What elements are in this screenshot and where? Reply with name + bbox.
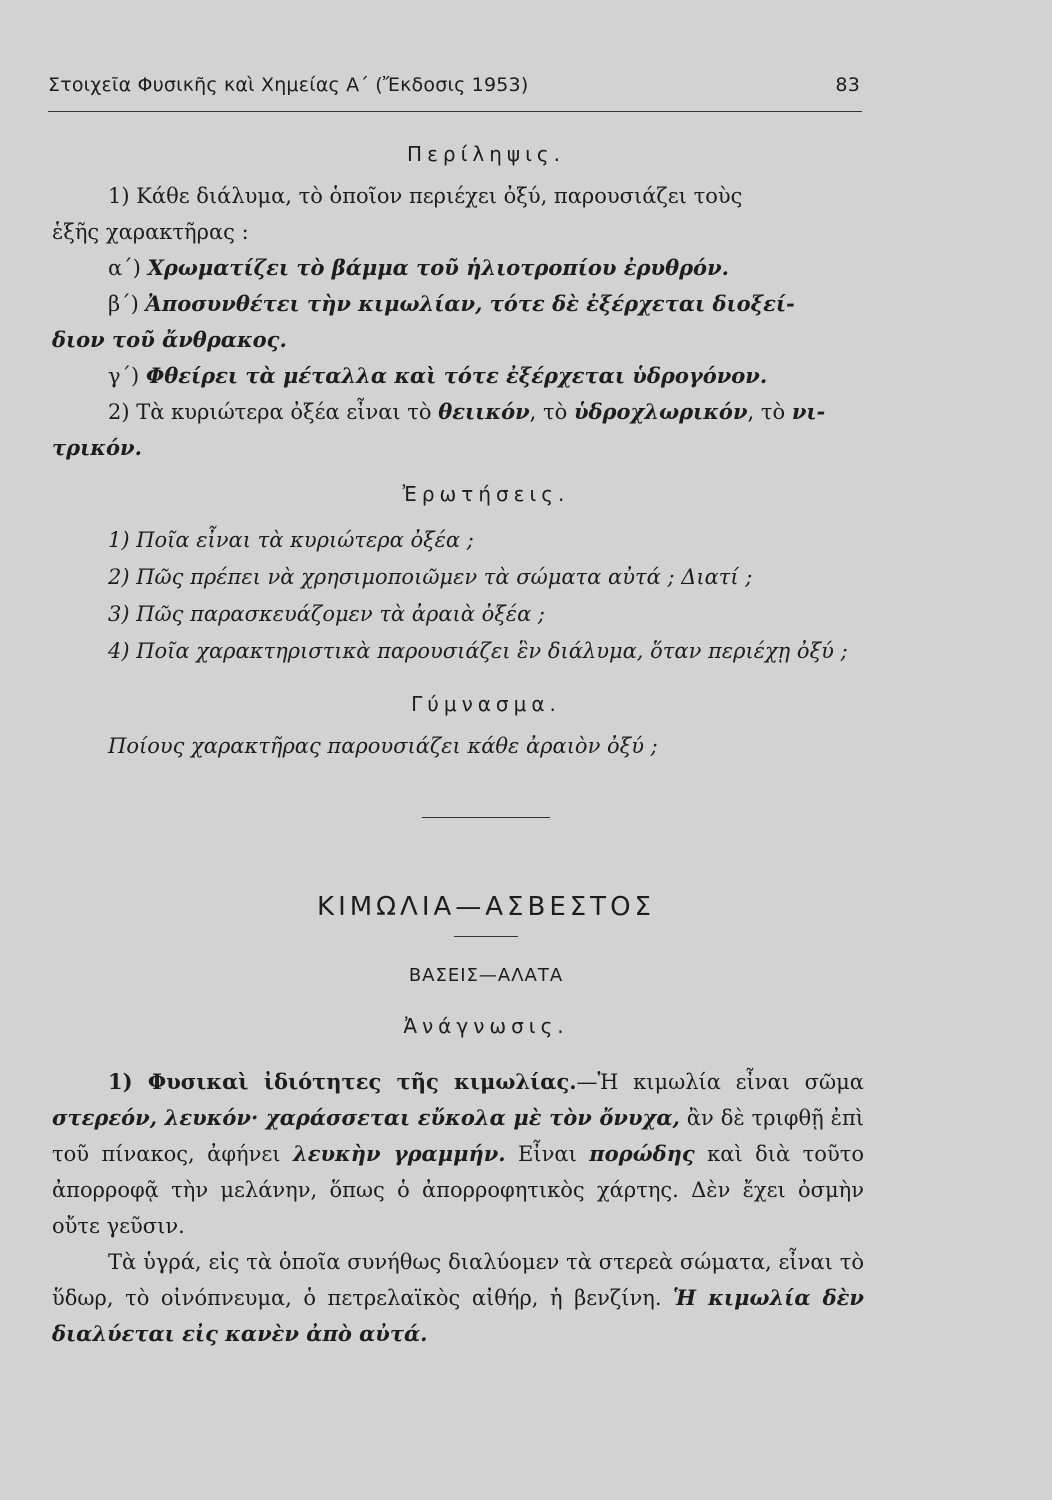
summary-body (52, 178, 864, 466)
running-header (48, 74, 860, 96)
page-content (52, 142, 864, 1352)
questions-list (108, 522, 864, 670)
summary-point-2: 2) Τὰ κυριώτερα ὀξέα εἶναι τὸ θειικόν, τὸ ὑδροχλωρικόν, τὸ νι- (108, 399, 826, 424)
summary-item-b: β΄) Ἀποσυνθέτει τὴν κιμωλίαν, τότε δὲ ἐξέρχεται διοξεί- (108, 291, 795, 316)
running-title: Στοιχεῖα Φυσικῆς καὶ Χημείας Α΄ (Ἔκδοσις 1953) (48, 74, 529, 96)
questions-heading: Ἐρωτήσεις. (402, 482, 570, 506)
exercise-text: Ποίους χαρακτῆρας παρουσιάζει κάθε ἀραιὸν ὀξύ ; (108, 734, 658, 758)
chapter-subtitle: ΒΑΣΕΙΣ—ΑΛΑΤΑ (408, 965, 564, 986)
section-divider (422, 817, 550, 818)
summary-heading: Περίληψις. (407, 142, 565, 166)
reading-heading: Ἀνάγνωσις. (403, 1014, 569, 1038)
chapter-title: ΚΙΜΩΛΙΑ—ΑΣΒΕΣΤΟΣ (317, 892, 655, 922)
title-rule (454, 936, 518, 937)
summary-item-a: α΄) Χρωματίζει τὸ βάμμα τοῦ ἡλιοτροπίου ἐρυθρόν. (108, 255, 729, 280)
page-number: 83 (835, 74, 860, 96)
summary-point-2-cont: τρικόν. (52, 435, 142, 460)
question-item: 2) Πῶς πρέπει νὰ χρησιμοποιῶμεν τὰ σώματα αὐτά ; Διατί ; (108, 565, 753, 589)
summary-item-b-cont: διον τοῦ ἄνθρακος. (52, 327, 287, 352)
question-item: 3) Πῶς παρασκευάζομεν τὰ ἀραιὰ ὀξέα ; (108, 602, 546, 626)
question-item: 4) Ποῖα χαρακτηριστικὰ παρουσιάζει ἓν διάλυμα, ὅταν περιέχῃ ὀξύ ; (108, 639, 848, 663)
exercise-heading: Γύμνασμα. (411, 692, 561, 716)
question-item: 1) Ποῖα εἶναι τὰ κυριώτερα ὀξέα ; (108, 528, 474, 552)
summary-point-1-cont: ἑξῆς χαρακτῆρας : (52, 220, 249, 244)
reading-paragraph-1: 1) Φυσικαὶ ἰδιότητες τῆς κιμωλίας.—Ἡ κιμωλία εἶναι σῶμα στερεόν, λευκόν· χαράσσεται εὔκολα μὲ τὸν ὄνυχα, ἂν δὲ τριφθῇ ἐπὶ τοῦ πίνακος, ἀφήνει λευκὴν γραμμήν. Εἶναι πορώδης καὶ διὰ τοῦτο ἀπορροφᾷ τὴν μελάνην, ὅπως ὁ ἀπορροφητικὸς χάρτης. Δὲν ἔχει ὀσμὴν οὔτε γεῦσιν. (52, 1069, 864, 1238)
reading-body (52, 1064, 864, 1352)
summary-item-c: γ΄) Φθείρει τὰ μέταλλα καὶ τότε ἐξέρχεται ὑδρογόνον. (108, 363, 768, 388)
header-rule (48, 111, 862, 112)
summary-point-1: 1) Κάθε διάλυμα, τὸ ὁποῖον περιέχει ὀξύ, παρουσιάζει τοὺς (108, 184, 743, 208)
reading-paragraph-2: Τὰ ὑγρά, εἰς τὰ ὁποῖα συνήθως διαλύομεν τὰ στερεὰ σώματα, εἶναι τὸ ὕδωρ, τὸ οἰνόπνευμα, ὁ πετρελαϊκὸς αἰθήρ, ἡ βενζίνη. Ἡ κιμωλία δὲν διαλύεται εἰς κανὲν ἀπὸ αὐτά. (52, 1250, 864, 1346)
